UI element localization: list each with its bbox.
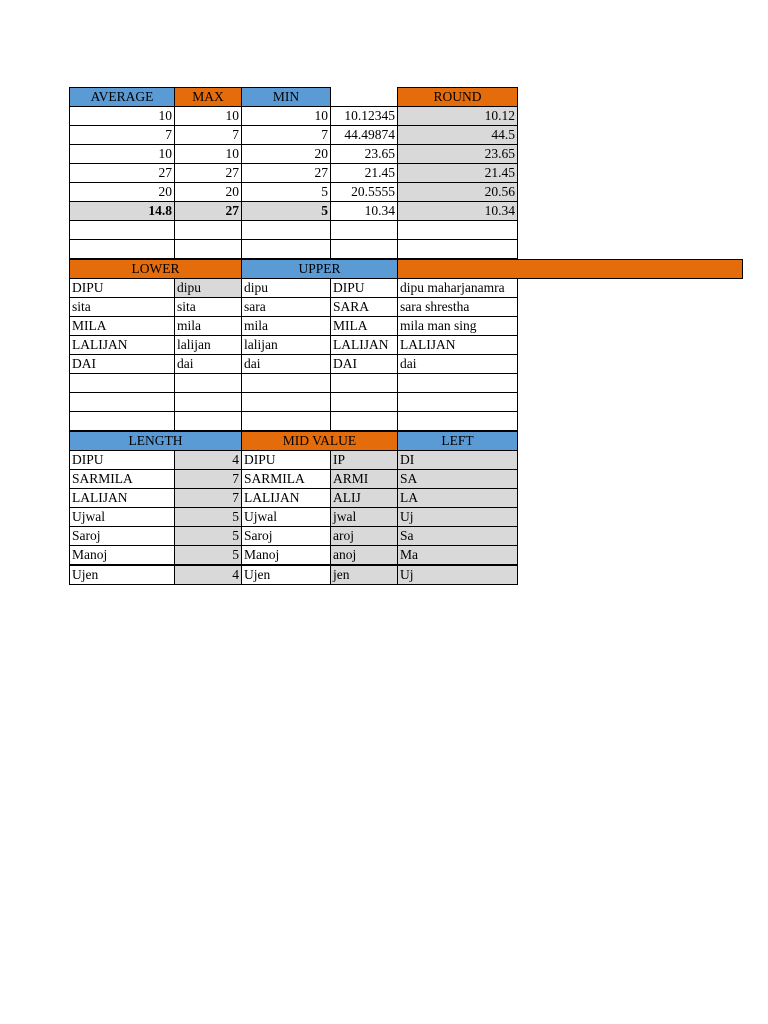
cell-value[interactable]: 20.5555 xyxy=(330,182,398,202)
cell-mid[interactable]: jwal xyxy=(330,507,398,527)
cell-min[interactable]: 5 xyxy=(241,182,331,202)
cell-mid[interactable]: IP xyxy=(330,450,398,470)
cell-left[interactable]: Uj xyxy=(397,507,518,527)
empty-cell[interactable] xyxy=(69,373,175,393)
cell-max[interactable]: 10 xyxy=(174,144,242,164)
empty-cell[interactable] xyxy=(174,239,242,259)
cell-left[interactable]: DI xyxy=(397,450,518,470)
empty-cell[interactable] xyxy=(241,411,331,431)
cell-average[interactable]: 10 xyxy=(69,106,175,126)
cell-left[interactable]: Sa xyxy=(397,526,518,546)
cell-mid[interactable]: ALIJ xyxy=(330,488,398,508)
cell-round[interactable]: 44.5 xyxy=(397,125,518,145)
cell-length[interactable]: 4 xyxy=(174,450,242,470)
empty-cell[interactable] xyxy=(397,220,518,240)
cell-text[interactable]: DAI xyxy=(69,354,175,374)
cell-round[interactable]: 21.45 xyxy=(397,163,518,183)
empty-cell[interactable] xyxy=(241,239,331,259)
header-min[interactable]: MIN xyxy=(241,87,331,107)
header-round[interactable]: ROUND xyxy=(397,87,518,107)
cell-left[interactable]: LA xyxy=(397,488,518,508)
empty-cell[interactable] xyxy=(174,373,242,393)
empty-cell[interactable] xyxy=(241,373,331,393)
cell-text[interactable]: Manoj xyxy=(69,545,175,565)
cell-lower[interactable]: lalijan xyxy=(174,335,242,355)
cell-average[interactable]: 7 xyxy=(69,125,175,145)
cell-text[interactable]: DIPU xyxy=(69,450,175,470)
empty-cell[interactable] xyxy=(69,239,175,259)
empty-cell[interactable] xyxy=(397,373,518,393)
cell-text[interactable]: LALIJAN xyxy=(69,488,175,508)
cell-average[interactable]: 27 xyxy=(69,163,175,183)
empty-cell[interactable] xyxy=(241,220,331,240)
empty-cell[interactable] xyxy=(69,392,175,412)
cell-text[interactable]: sita xyxy=(69,297,175,317)
cell-text[interactable]: SARMILA xyxy=(69,469,175,489)
cell-max[interactable]: 20 xyxy=(174,182,242,202)
cell-text[interactable]: mila man sing xyxy=(397,316,518,336)
cell-round[interactable]: 20.56 xyxy=(397,182,518,202)
cell-text[interactable]: LALIJAN xyxy=(69,335,175,355)
cell-upper[interactable]: DAI xyxy=(330,354,398,374)
cell-text[interactable]: Ujen xyxy=(241,565,331,585)
cell-text[interactable]: LALIJAN xyxy=(397,335,518,355)
cell-text[interactable]: Ujen xyxy=(69,565,175,585)
cell-left[interactable]: Ma xyxy=(397,545,518,565)
cell-text[interactable]: sara xyxy=(241,297,331,317)
empty-cell[interactable] xyxy=(397,392,518,412)
empty-cell[interactable] xyxy=(330,239,398,259)
cell-length[interactable]: 7 xyxy=(174,469,242,489)
cell-max[interactable]: 10 xyxy=(174,106,242,126)
cell-length[interactable]: 5 xyxy=(174,526,242,546)
cell-left[interactable]: Uj xyxy=(397,565,518,585)
empty-cell[interactable] xyxy=(330,220,398,240)
cell-length[interactable]: 4 xyxy=(174,565,242,585)
cell-max[interactable]: 7 xyxy=(174,125,242,145)
cell-length[interactable]: 5 xyxy=(174,545,242,565)
cell-average[interactable]: 10 xyxy=(69,144,175,164)
cell-lower[interactable]: dipu xyxy=(174,278,242,298)
cell-text[interactable]: Ujwal xyxy=(241,507,331,527)
cell-text[interactable]: Saroj xyxy=(241,526,331,546)
cell-value[interactable]: 44.49874 xyxy=(330,125,398,145)
empty-cell[interactable] xyxy=(330,373,398,393)
cell-lower[interactable]: dai xyxy=(174,354,242,374)
empty-cell[interactable] xyxy=(397,411,518,431)
cell-length[interactable]: 7 xyxy=(174,488,242,508)
cell-text[interactable]: sara shrestha xyxy=(397,297,518,317)
cell-value[interactable]: 21.45 xyxy=(330,163,398,183)
cell-text[interactable]: Saroj xyxy=(69,526,175,546)
cell-max[interactable]: 27 xyxy=(174,163,242,183)
cell-lower[interactable]: mila xyxy=(174,316,242,336)
cell-left[interactable]: SA xyxy=(397,469,518,489)
cell-value[interactable]: 23.65 xyxy=(330,144,398,164)
cell-upper[interactable]: MILA xyxy=(330,316,398,336)
cell-mid[interactable]: jen xyxy=(330,565,398,585)
cell-min[interactable]: 10 xyxy=(241,106,331,126)
empty-cell[interactable] xyxy=(330,411,398,431)
cell-text[interactable]: dai xyxy=(397,354,518,374)
cell-lower[interactable]: sita xyxy=(174,297,242,317)
cell-min[interactable]: 27 xyxy=(241,163,331,183)
header-max[interactable]: MAX xyxy=(174,87,242,107)
cell-text[interactable]: dipu xyxy=(241,278,331,298)
cell-round[interactable]: 23.65 xyxy=(397,144,518,164)
header-mid-value[interactable]: MID VALUE xyxy=(241,431,398,451)
header-length[interactable]: LENGTH xyxy=(69,431,242,451)
cell-text[interactable]: LALIJAN xyxy=(241,488,331,508)
cell-length[interactable]: 5 xyxy=(174,507,242,527)
header-left[interactable]: LEFT xyxy=(397,431,518,451)
empty-cell[interactable] xyxy=(174,411,242,431)
cell-round[interactable]: 10.12 xyxy=(397,106,518,126)
cell-min[interactable]: 7 xyxy=(241,125,331,145)
cell-text[interactable]: DIPU xyxy=(69,278,175,298)
cell-text[interactable]: MILA xyxy=(69,316,175,336)
cell-text[interactable]: Manoj xyxy=(241,545,331,565)
cell-min[interactable]: 20 xyxy=(241,144,331,164)
cell-mid[interactable]: aroj xyxy=(330,526,398,546)
empty-cell[interactable] xyxy=(174,392,242,412)
cell-value[interactable]: 10.12345 xyxy=(330,106,398,126)
cell-mid[interactable]: ARMI xyxy=(330,469,398,489)
total-max[interactable]: 27 xyxy=(174,201,242,221)
header-lower[interactable]: LOWER xyxy=(69,259,242,279)
empty-cell[interactable] xyxy=(69,411,175,431)
cell-text[interactable]: DIPU xyxy=(241,450,331,470)
cell-upper[interactable]: SARA xyxy=(330,297,398,317)
cell-average[interactable]: 20 xyxy=(69,182,175,202)
cell-text[interactable]: mila xyxy=(241,316,331,336)
empty-cell[interactable] xyxy=(241,392,331,412)
header-average[interactable]: AVERAGE xyxy=(69,87,175,107)
cell-upper[interactable]: DIPU xyxy=(330,278,398,298)
cell-text[interactable]: dai xyxy=(241,354,331,374)
empty-cell[interactable] xyxy=(174,220,242,240)
total-min[interactable]: 5 xyxy=(241,201,331,221)
cell-mid[interactable]: anoj xyxy=(330,545,398,565)
cell-round[interactable]: 10.34 xyxy=(397,201,518,221)
cell-text[interactable]: dipu maharjanamra xyxy=(397,278,518,298)
empty-cell[interactable] xyxy=(69,220,175,240)
empty-cell[interactable] xyxy=(330,392,398,412)
cell-upper[interactable]: LALIJAN xyxy=(330,335,398,355)
total-average[interactable]: 14.8 xyxy=(69,201,175,221)
header-upper[interactable]: UPPER xyxy=(241,259,398,279)
empty-cell[interactable] xyxy=(397,239,518,259)
cell-text[interactable]: lalijan xyxy=(241,335,331,355)
cell-value[interactable]: 10.34 xyxy=(330,201,398,221)
cell-text[interactable]: SARMILA xyxy=(241,469,331,489)
orange-bar xyxy=(397,259,743,279)
cell-text[interactable]: Ujwal xyxy=(69,507,175,527)
